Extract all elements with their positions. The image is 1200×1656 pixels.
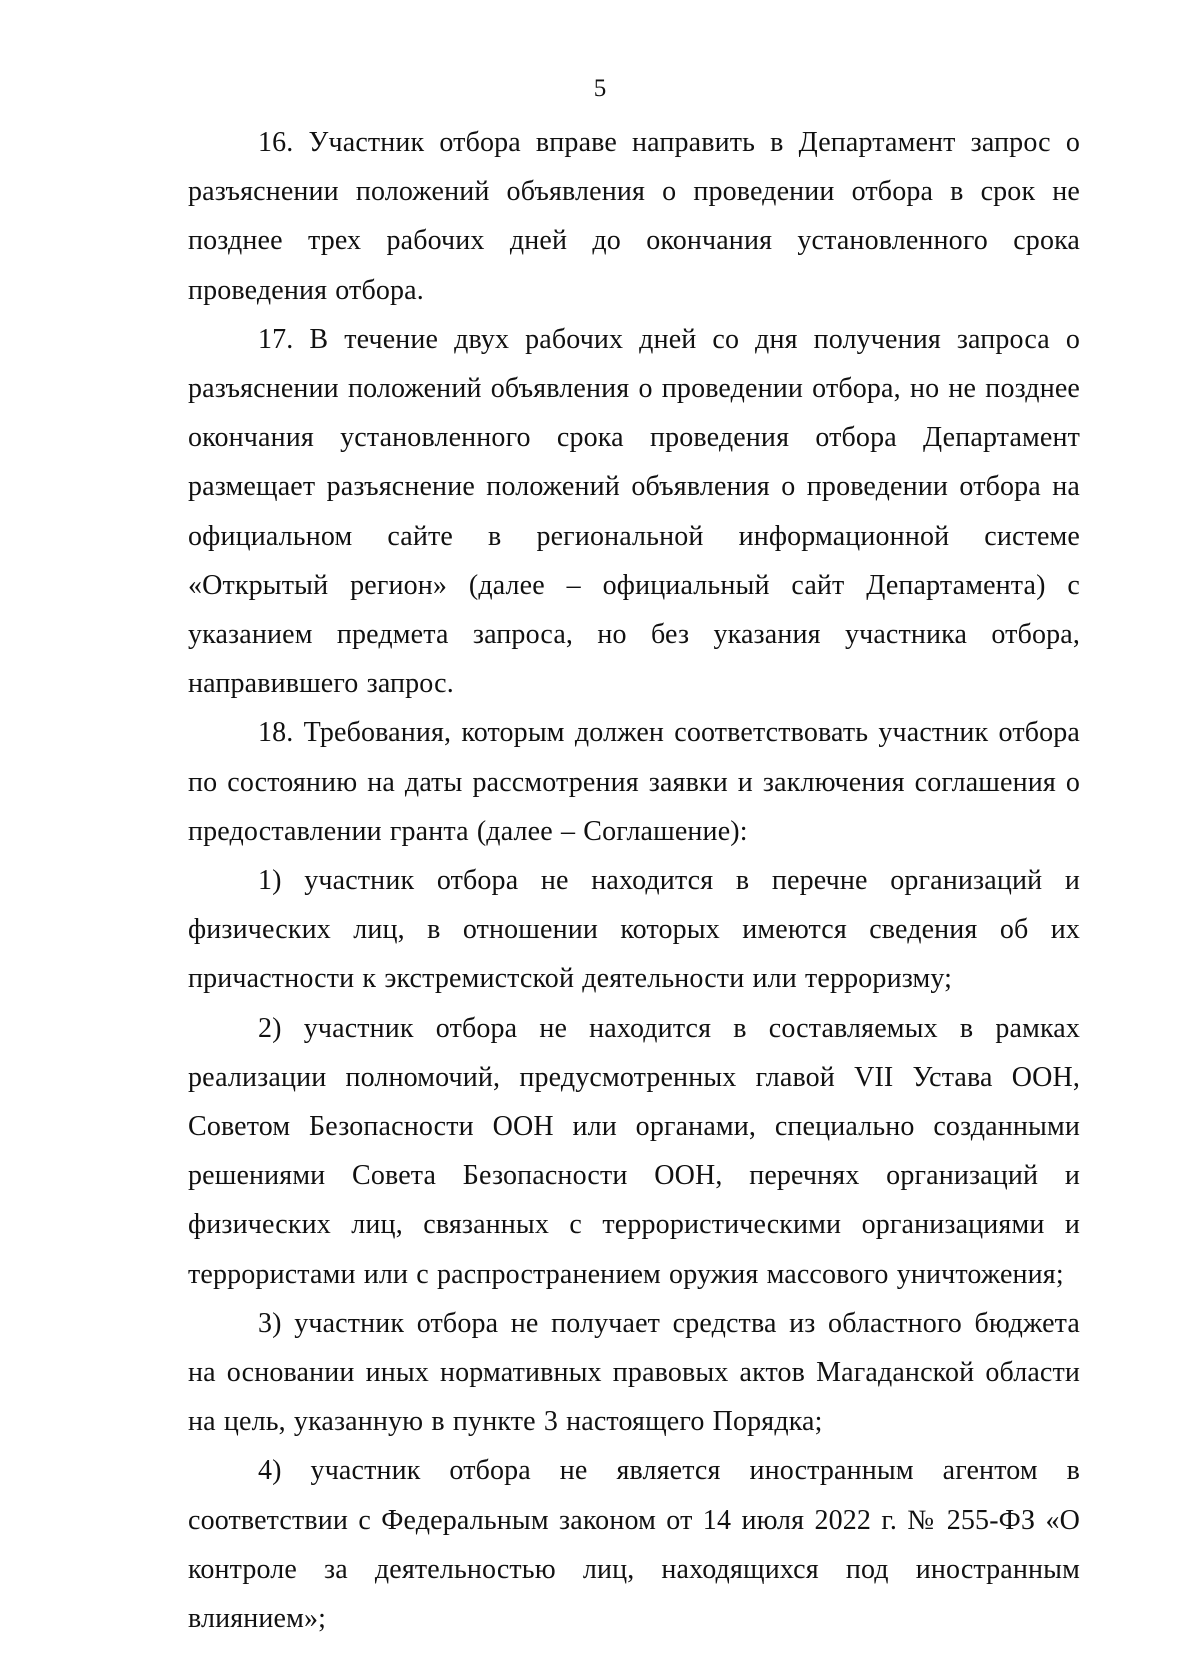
paragraph-18-item-3: 3) участник отбора не получает средства из областного бюджета на основании иных нормативных правовых актов Магаданской области на цель, указанную в пункте 3 настоящего Порядка; <box>188 1307 1080 1438</box>
paragraph-18-item-4: 4) участник отбора не является иностранным агентом в соответствии с Федеральным законом от 14 июля 2022 г. № 255-ФЗ «О контроле за деятельностью лиц, находящихся под иностранным влиянием»; <box>188 1455 1080 1635</box>
document-body <box>188 118 1080 1643</box>
paragraph-18-item-1: 1) участник отбора не находится в перечне организаций и физических лиц, в отношении которых имеются сведения об их причастности к экстремистской деятельности или терроризму; <box>188 865 1080 995</box>
paragraph-17: 17. В течение двух рабочих дней со дня получения запроса о разъяснении положений объявления о проведении отбора, но не позднее окончания установленного срока проведения отбора Департамент размещает разъяснение положений объявления о проведении отбора на официальном сайте в региональной информационной системе «Открытый регион» (далее – официальный сайт Департамента) с указанием предмета запроса, но без указания участника отбора, направившего запрос. <box>188 323 1080 700</box>
page-number: 5 <box>593 75 607 102</box>
paragraph-18: 18. Требования, которым должен соответствовать участник отбора по состоянию на даты рассмотрения заявки и заключения соглашения о предоставлении гранта (далее – Соглашение): <box>188 717 1080 847</box>
paragraph-16: 16. Участник отбора вправе направить в Департамент запрос о разъяснении положений объявления о проведении отбора в срок не позднее трех рабочих дней до окончания установленного срока проведения отбора. <box>188 127 1080 306</box>
paragraph-18-item-2: 2) участник отбора не находится в составляемых в рамках реализации полномочий, предусмотренных главой VII Устава ООН, Советом Безопасности ООН или органами, специально созданными решениями Совета Безопасности ООН, перечнях организаций и физических лиц, связанных с террористическими организациями и террористами или с распространением оружия массового уничтожения; <box>188 1012 1080 1290</box>
